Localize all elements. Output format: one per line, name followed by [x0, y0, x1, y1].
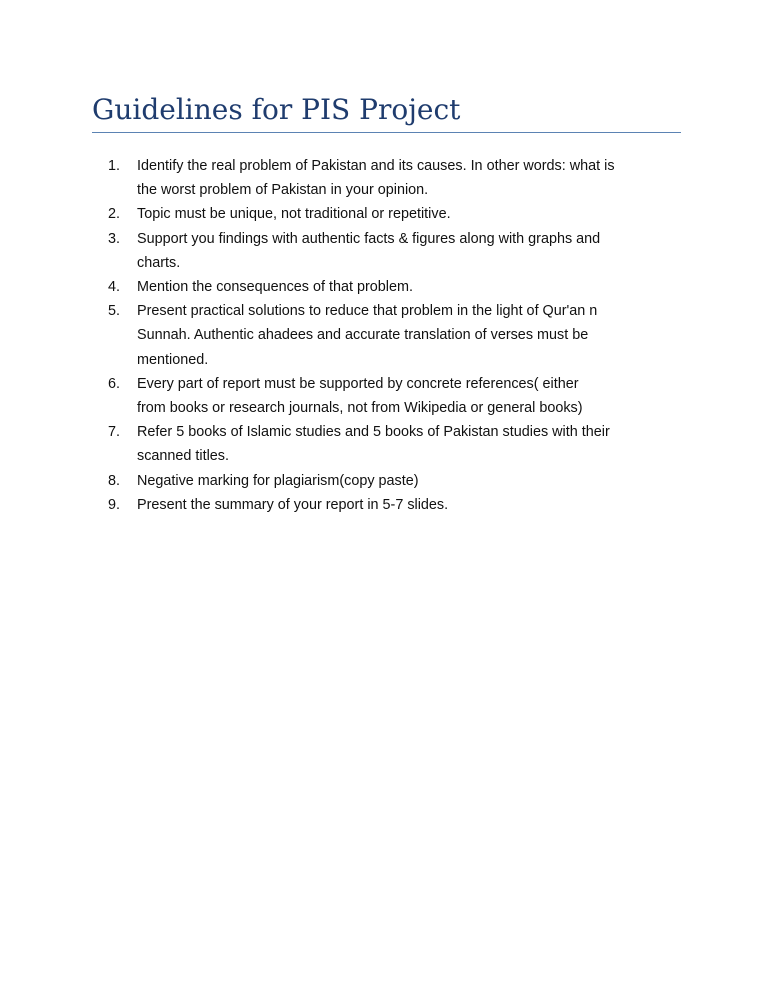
list-item-number: 8.	[108, 472, 121, 489]
list-item-text: mentioned.	[137, 351, 209, 368]
list-item-number: 6.	[108, 375, 121, 392]
list-item-text: Identify the real problem of Pakistan and its causes. In other words: what is	[137, 158, 615, 174]
list-item	[108, 202, 678, 226]
list-item-number: 9.	[108, 496, 121, 513]
list-item-number: 4.	[108, 279, 121, 296]
list-item	[108, 227, 678, 275]
list-item-text: Every part of report must be supported by concrete references( either	[137, 375, 579, 392]
list-item	[108, 420, 678, 468]
title-underline	[92, 132, 681, 133]
list-item-text: from books or research journals, not from Wikipedia or general books)	[137, 400, 583, 417]
list-item-text: Present the summary of your report in 5-7 slides.	[137, 496, 449, 513]
list-item-text: charts.	[137, 254, 181, 271]
list-item	[108, 469, 678, 493]
list-item-text: Mention the consequences of that problem.	[137, 279, 413, 296]
list-item	[108, 299, 678, 372]
list-item-text: Present practical solutions to reduce that problem in the light of Qur'an n	[137, 303, 598, 320]
list-item-text: Refer 5 books of Islamic studies and 5 books of Pakistan studies with their	[137, 424, 610, 441]
list-item-text: Support you findings with authentic facts & figures along with graphs and	[137, 230, 601, 247]
list-item	[108, 493, 678, 517]
document-title: Guidelines for PIS Project	[92, 93, 461, 126]
list-item-text: scanned titles.	[137, 448, 229, 465]
list-item-number: 1.	[108, 158, 121, 174]
list-item-text: the worst problem of Pakistan in your opinion.	[137, 182, 429, 199]
list-item-number: 3.	[108, 230, 121, 247]
list-item-text: Topic must be unique, not traditional or repetitive.	[137, 206, 451, 223]
list-item	[108, 372, 678, 420]
list-item-text: Sunnah. Authentic ahadees and accurate translation of verses must be	[137, 327, 589, 344]
list-item	[108, 154, 678, 202]
guidelines-list	[108, 154, 678, 517]
list-item-text: Negative marking for plagiarism(copy paste)	[137, 472, 419, 489]
list-item-number: 7.	[108, 424, 121, 441]
list-item	[108, 275, 678, 299]
list-item-number: 5.	[108, 303, 121, 320]
list-item-number: 2.	[108, 206, 121, 223]
